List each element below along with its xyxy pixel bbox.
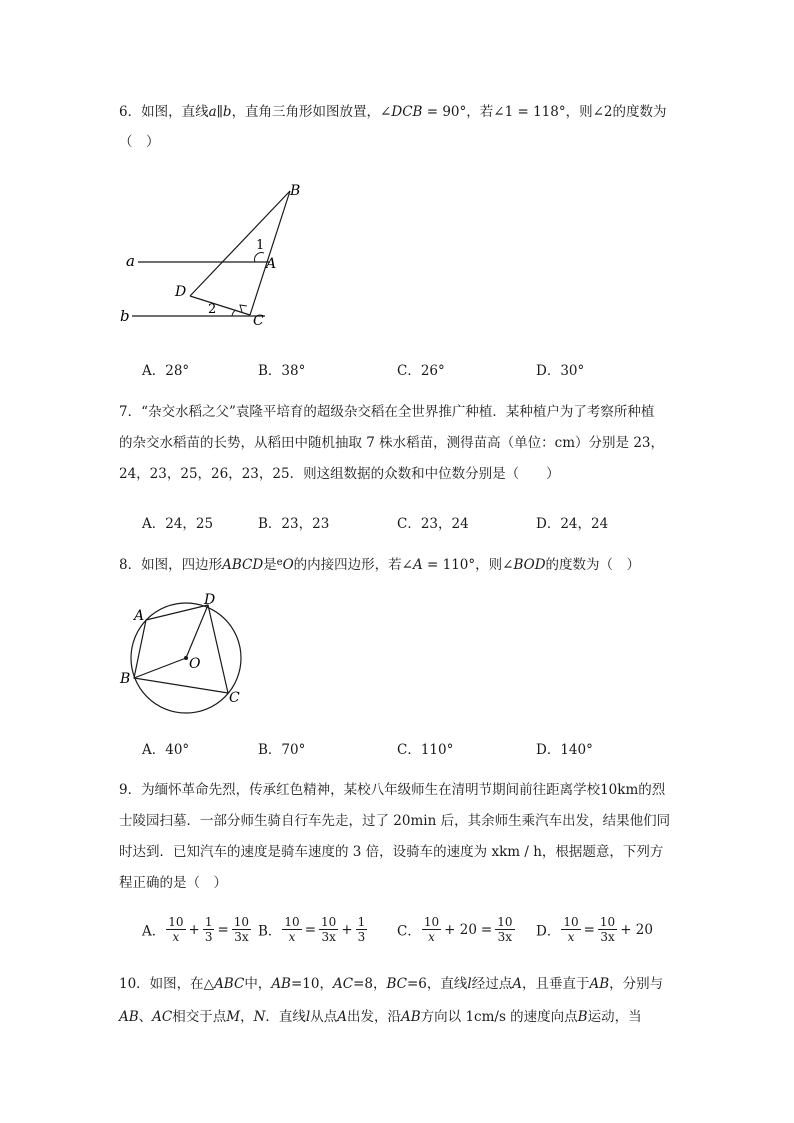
q9-stem-line2: 士陵园扫墓．一部分师生骑自行车先走，过了 20min 后，其余师生乘汽车出发，结果他们同 xyxy=(119,813,671,829)
angle2-arc xyxy=(232,310,236,316)
frac: $\frac{10}{x}$ xyxy=(423,915,440,944)
q8-stem: 8．如图，四边形ABCD是$^e$O的内接四边形，若∠A = 110°，则∠BOD的度数为（ ） xyxy=(119,557,641,573)
circle-symbol: e xyxy=(276,557,283,568)
segment-BC xyxy=(250,191,290,315)
q7-stem-line3: 24，23，25，26，23，25．则这组数据的众数和中位数分别是（ ） xyxy=(119,466,560,482)
q9-stem-line1: 9．为缅怀革命先烈，传承红色精神，某校八年级师生在清明节期间前往距离学校10km的烈 xyxy=(119,782,666,798)
q7-option-d[interactable]: D．24，24 xyxy=(536,516,609,532)
angle1-arc xyxy=(255,253,264,262)
frac: $\frac{10}{3x}$ xyxy=(599,915,616,944)
q10-stem-line2: AB、AC相交于点M，N．直线l从点A出发，沿AB方向以 1cm/s 的速度向点B运动，当 xyxy=(119,1009,642,1025)
label-A: A xyxy=(134,608,145,624)
q6-option-c[interactable]: C．26° xyxy=(397,363,445,379)
segment-OB xyxy=(134,658,186,678)
label-C: C xyxy=(253,313,264,329)
frac: $\frac{1}{3}$ xyxy=(357,915,366,944)
q9-stem-line4: 程正确的是（ ） xyxy=(119,875,227,891)
segment-DB xyxy=(190,191,290,296)
q8-figure xyxy=(115,588,255,723)
q10-stem-line1: 10．如图，在△ABC中，AB=10，AC=8，BC=6，直线l经过点A，且垂直于AB，分别与 xyxy=(119,976,664,992)
q9-option-d[interactable]: D． $\frac{10}{x}$ = $\frac{10}{3x}$ + 20 xyxy=(536,915,653,944)
label-A: A xyxy=(266,256,277,272)
q9-stem-line3: 时达到．已知汽车的速度是骑车速度的 3 倍，设骑车的速度为 xkm / h，根据题意，下列方 xyxy=(119,844,664,860)
frac: $\frac{10}{x}$ xyxy=(563,915,579,944)
label-D: D xyxy=(175,284,187,300)
q6-option-a[interactable]: A．28° xyxy=(142,363,190,379)
label-C: C xyxy=(229,690,240,706)
label-a: a xyxy=(126,252,135,270)
q9-option-c[interactable]: C． $\frac{10}{x}$ + 20 = $\frac{10}{3x}$ xyxy=(397,915,513,944)
q8-option-a[interactable]: A．40° xyxy=(142,742,190,758)
label-2: 2 xyxy=(208,302,217,317)
frac: $\frac{10}{3x}$ xyxy=(321,915,337,944)
frac: $\frac{10}{x}$ xyxy=(168,915,184,944)
q8-option-b[interactable]: B．70° xyxy=(258,742,306,758)
label-1: 1 xyxy=(256,238,265,253)
label-D: D xyxy=(204,592,216,608)
frac: $\frac{10}{x}$ xyxy=(284,915,300,944)
frac: $\frac{1}{3}$ xyxy=(204,915,213,944)
q8-option-d[interactable]: D．140° xyxy=(536,742,593,758)
q7-stem-line1: 7．“杂交水稻之父”袁隆平培育的超级杂交稻在全世界推广种植．某种植户为了考察所种植 xyxy=(119,404,655,420)
center-dot xyxy=(184,656,188,660)
q9-option-b[interactable]: B． $\frac{10}{x}$ = $\frac{10}{3x}$ + $\frac{1}{3}$ xyxy=(258,915,366,944)
label-B: B xyxy=(120,671,131,687)
q6-figure xyxy=(110,175,320,335)
right-angle-mark xyxy=(240,305,247,312)
q8-option-c[interactable]: C．110° xyxy=(397,742,454,758)
frac: $\frac{10}{3x}$ xyxy=(233,915,250,944)
q6-option-b[interactable]: B．38° xyxy=(258,363,306,379)
q6-stem-line2: （ ） xyxy=(119,134,160,150)
q7-option-c[interactable]: C．23，24 xyxy=(397,516,469,532)
label-b: b xyxy=(120,307,130,325)
label-O: O xyxy=(189,656,201,672)
q7-option-b[interactable]: B．23，23 xyxy=(258,516,330,532)
q9-option-a[interactable]: A． $\frac{10}{x}$ + $\frac{1}{3}$ = $\frac{10}{3x}$ xyxy=(142,915,250,944)
q6-option-d[interactable]: D．30° xyxy=(536,363,585,379)
segment-OD xyxy=(186,605,208,658)
q6-stem-line1: 6．如图，直线a∥b，直角三角形如图放置，∠DCB = 90°，若∠1 = 118°，则∠2的度数为 xyxy=(119,104,667,120)
q7-stem-line2: 的杂交水稻苗的长势，从稻田中随机抽取 7 株水稻苗，测得苗高（单位：cm）分别是 23， xyxy=(119,435,665,451)
label-B: B xyxy=(290,183,301,199)
q7-option-a[interactable]: A．24，25 xyxy=(142,516,214,532)
frac: $\frac{10}{3x}$ xyxy=(497,915,513,944)
